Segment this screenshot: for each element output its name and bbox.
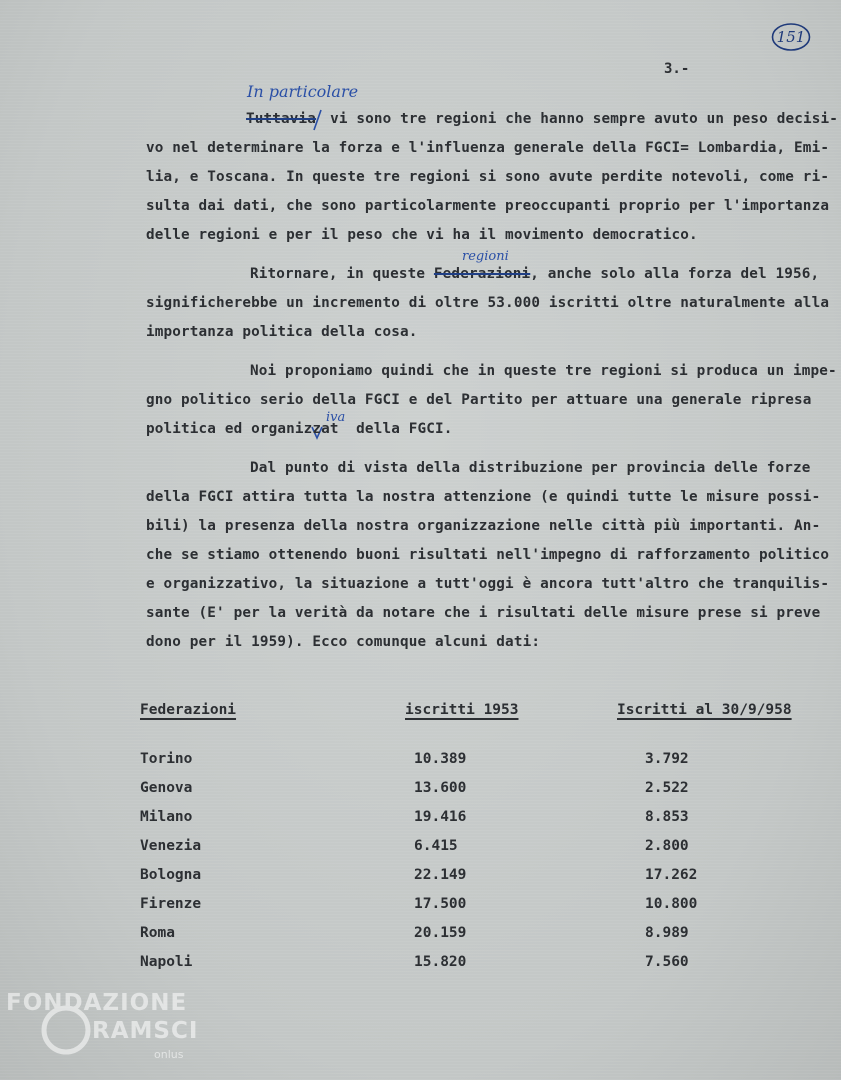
handwritten-annotation-regioni: regioni xyxy=(462,249,509,264)
para4-line4: che se stiamo ottenendo buoni risultati nell'impegno di rafforzamento politico xyxy=(146,547,830,563)
table-row xyxy=(0,751,841,773)
svg-text:onlus: onlus xyxy=(154,1048,184,1061)
handwritten-annotation-in-particolare: In particolare xyxy=(247,82,359,101)
page-number: 3.- xyxy=(664,61,690,77)
para3-line3: politica ed organizzat della FGCI. xyxy=(146,421,453,437)
table-cell-iscritti-1953: 15.820 xyxy=(414,954,467,970)
fondazione-gramsci-watermark-logo xyxy=(4,986,219,1078)
struck-word-federazioni: Federazioni xyxy=(433,266,531,282)
para3-line1: Noi proponiamo quindi che in queste tre regioni si produca un impe- xyxy=(250,363,837,379)
svg-text:RAMSCI: RAMSCI xyxy=(92,1018,199,1044)
table-cell-iscritti-1958: 8.989 xyxy=(645,925,689,941)
table-cell-iscritti-1958: 8.853 xyxy=(645,809,689,825)
table-cell-iscritti-1953: 22.149 xyxy=(414,867,467,883)
para1-line5: delle regioni e per il peso che vi ha il movimento democratico. xyxy=(146,227,698,243)
para1-line1: Tuttavia vi sono tre regioni che hanno sempre avuto un peso decisi- xyxy=(246,111,838,127)
table-header-federazioni: Federazioni xyxy=(140,702,237,718)
table-cell-federazione: Firenze xyxy=(140,896,202,912)
para4-line1: Dal punto di vista della distribuzione per provincia delle forze xyxy=(250,460,811,476)
table-cell-iscritti-1958: 17.262 xyxy=(645,867,698,883)
table-cell-iscritti-1953: 13.600 xyxy=(414,780,467,796)
table-cell-federazione: Bologna xyxy=(140,867,202,883)
table-cell-iscritti-1958: 7.560 xyxy=(645,954,689,970)
table-cell-federazione: Torino xyxy=(140,751,193,767)
struck-word-tuttavia: Tuttavia xyxy=(246,111,317,127)
table-cell-federazione: Roma xyxy=(140,925,175,941)
table-cell-federazione: Milano xyxy=(140,809,193,825)
para4-line2: della FGCI attira tutta la nostra attenzione (e quindi tutte le misure possi- xyxy=(146,489,821,505)
table-cell-iscritti-1958: 10.800 xyxy=(645,896,698,912)
para1-line4: sulta dai dati, che sono particolarmente preoccupanti proprio per l'importanza xyxy=(146,198,830,214)
table-row xyxy=(0,925,841,947)
para1-line3: lia, e Toscana. In queste tre regioni si sono avute perdite notevoli, come ri- xyxy=(146,169,830,185)
para1-line2: vo nel determinare la forza e l'influenza generale della FGCI= Lombardia, Emi- xyxy=(146,140,830,156)
table-row xyxy=(0,838,841,860)
archive-stamp-number: 151 xyxy=(776,28,806,46)
table-row xyxy=(0,896,841,918)
table-cell-federazione: Genova xyxy=(140,780,193,796)
para3-line2: gno politico serio della FGCI e del Partito per attuare una generale ripresa xyxy=(146,392,812,408)
para2-line2: significherebbe un incremento di oltre 53.000 iscritti oltre naturalmente alla xyxy=(146,295,830,311)
table-cell-iscritti-1953: 10.389 xyxy=(414,751,467,767)
para2-line3: importanza politica della cosa. xyxy=(146,324,418,340)
svg-text:FONDAZIONE: FONDAZIONE xyxy=(6,990,188,1016)
para4-line7: dono per il 1959). Ecco comunque alcuni dati: xyxy=(146,634,541,650)
table-row xyxy=(0,867,841,889)
table-cell-iscritti-1958: 2.522 xyxy=(645,780,689,796)
table-cell-federazione: Napoli xyxy=(140,954,193,970)
table-cell-iscritti-1953: 6.415 xyxy=(414,838,458,854)
para4-line6: sante (E' per la verità da notare che i risultati delle misure prese si preve xyxy=(146,605,821,621)
table-cell-iscritti-1953: 19.416 xyxy=(414,809,467,825)
para2-line1: Ritornare, in queste Federazioni, anche solo alla forza del 1956, xyxy=(250,266,820,282)
table-row xyxy=(0,809,841,831)
table-cell-iscritti-1958: 2.800 xyxy=(645,838,689,854)
archive-stamp xyxy=(771,22,811,52)
table-row xyxy=(0,954,841,976)
para4-line5: e organizzativo, la situazione a tutt'oggi è ancora tutt'altro che tranquilis- xyxy=(146,576,830,592)
table-cell-iscritti-1958: 3.792 xyxy=(645,751,689,767)
table-row xyxy=(0,780,841,802)
handwritten-annotation-iva: iva xyxy=(326,410,346,425)
table-header-iscritti-1953: iscritti 1953 xyxy=(405,702,519,718)
table-header-iscritti-1958: Iscritti al 30/9/958 xyxy=(617,702,792,718)
para4-line3: bili) la presenza della nostra organizzazione nelle città più importanti. An- xyxy=(146,518,821,534)
table-cell-iscritti-1953: 17.500 xyxy=(414,896,467,912)
table-cell-iscritti-1953: 20.159 xyxy=(414,925,467,941)
table-cell-federazione: Venezia xyxy=(140,838,202,854)
